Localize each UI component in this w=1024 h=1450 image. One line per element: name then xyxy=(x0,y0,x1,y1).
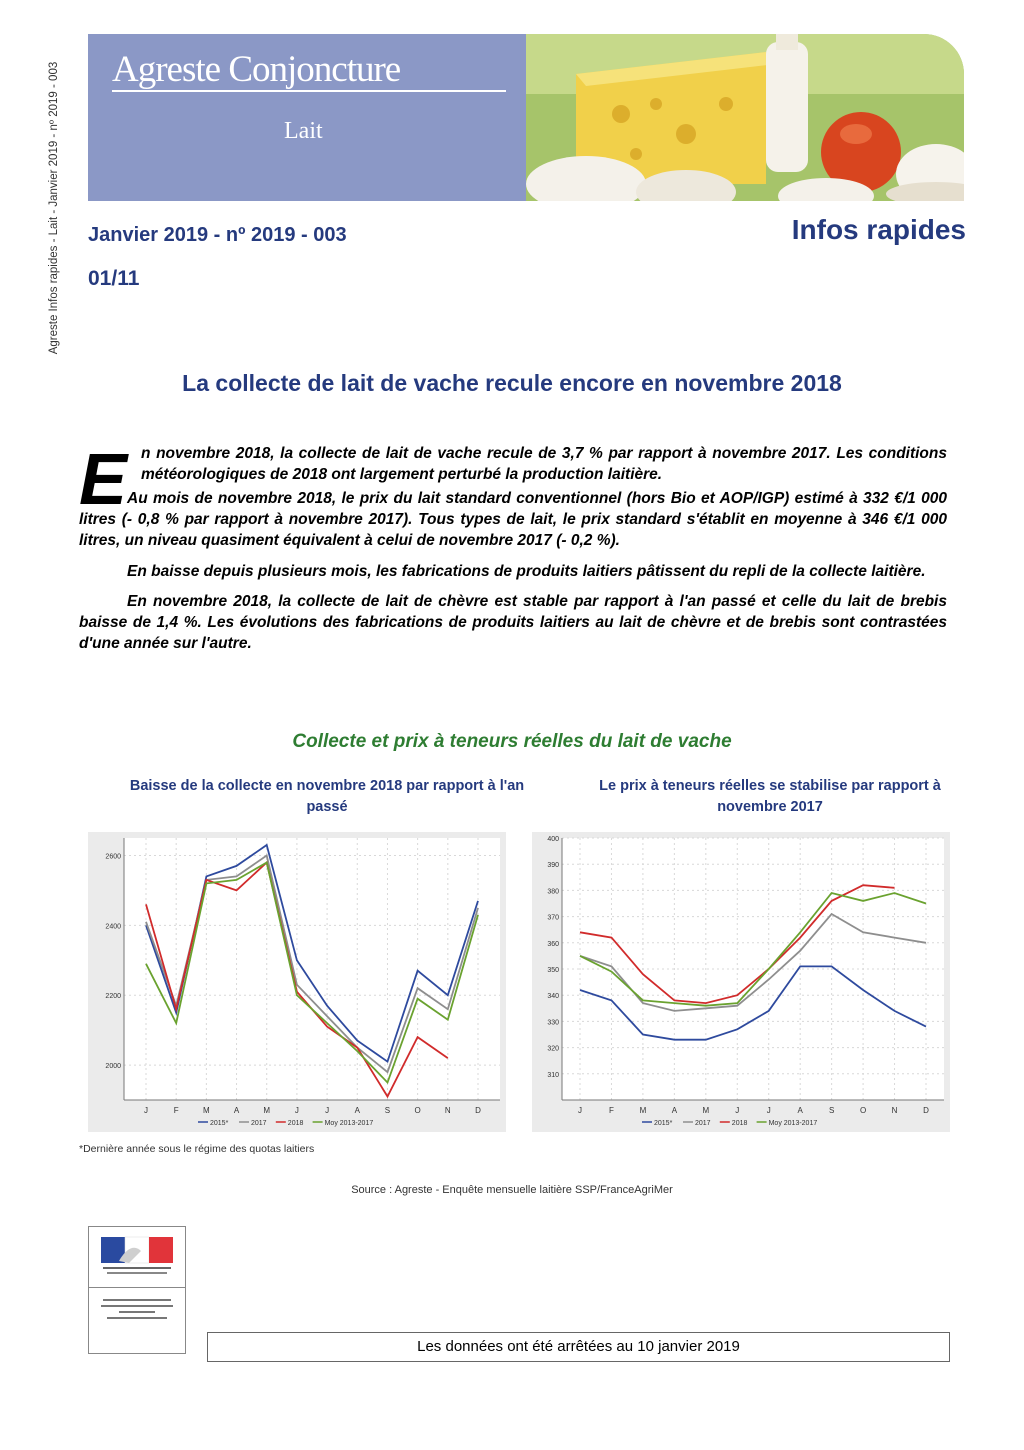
banner-title: Agreste Conjoncture xyxy=(112,49,401,90)
x-tick-label: J xyxy=(294,1106,299,1115)
drop-cap: E xyxy=(79,440,128,520)
x-tick-label: F xyxy=(609,1106,614,1115)
x-tick-label: M xyxy=(203,1106,210,1115)
paragraph-1: n novembre 2018, la collecte de lait de vache recule de 3,7 % par rapport à novembre 2017. Les conditions météorologiques de 2018 ont largement perturbé la production laitière. xyxy=(141,445,947,483)
x-tick-label: A xyxy=(354,1106,360,1115)
side-running-title: Agreste Infos rapides - Lait - Janvier 2019 - nº 2019 - 003 xyxy=(48,61,60,355)
x-tick-label: M xyxy=(639,1106,647,1115)
footnote: *Dernière année sous le régime des quotas laitiers xyxy=(79,1143,315,1155)
y-tick-label: 360 xyxy=(547,940,559,948)
legend-entry: 2015* xyxy=(654,1120,673,1127)
x-tick-label: M xyxy=(702,1106,710,1115)
x-tick-label: D xyxy=(475,1106,481,1115)
y-tick-label: 320 xyxy=(547,1045,559,1053)
y-tick-label: 2600 xyxy=(105,853,121,861)
paragraph-2: Au mois de novembre 2018, le prix du lait standard conventionnel (hors Bio et AOP/IGP) estimé à 332 €/1 000 litres (- 0,8 % par rapport à novembre 2017). Tous types de lait, le prix standard s'établit en moyenne à 346 €/1 000 litres, un niveau quasiment équivalent à celui de novembre 2017 (- 0,2 %). xyxy=(79,490,947,549)
x-tick-label: F xyxy=(173,1106,179,1115)
x-tick-label: A xyxy=(797,1106,803,1115)
legend-entry: 2015* xyxy=(210,1120,229,1127)
y-tick-label: 2200 xyxy=(105,993,121,1001)
banner-rule xyxy=(112,90,506,92)
x-tick-label: S xyxy=(384,1106,391,1115)
x-tick-label: N xyxy=(444,1106,451,1115)
headline: La collecte de lait de vache recule encore en novembre 2018 xyxy=(182,370,842,396)
legend-entry: 2018 xyxy=(731,1120,748,1127)
y-tick-label: 350 xyxy=(547,967,559,974)
data-cutoff-note: Les données ont été arrêtées au 10 janvier 2019 xyxy=(207,1332,950,1362)
banner-subtitle: Lait xyxy=(284,118,323,144)
source-note: Source : Agreste - Enquête mensuelle laitière SSP/FranceAgriMer xyxy=(351,1184,673,1196)
y-tick-label: 310 xyxy=(547,1071,559,1079)
y-tick-label: 340 xyxy=(547,993,559,1001)
series-label: Infos rapides xyxy=(791,214,966,245)
x-tick-label: J xyxy=(766,1106,771,1115)
x-tick-label: J xyxy=(325,1106,330,1115)
legend-entry: Moy 2013-2017 xyxy=(324,1120,374,1127)
x-tick-label: J xyxy=(144,1106,148,1115)
y-tick-label: 380 xyxy=(547,888,559,896)
legend-entry: 2018 xyxy=(287,1120,304,1127)
y-tick-label: 370 xyxy=(547,914,559,922)
chart-collecte xyxy=(88,832,506,1132)
y-tick-label: 2400 xyxy=(105,923,121,931)
x-tick-label: J xyxy=(735,1106,740,1115)
y-tick-label: 2000 xyxy=(105,1063,121,1071)
y-tick-label: 390 xyxy=(547,862,559,870)
x-tick-label: N xyxy=(891,1106,898,1115)
banner-title-panel xyxy=(88,34,526,201)
y-tick-label: 400 xyxy=(547,836,559,843)
x-tick-label: S xyxy=(828,1106,835,1115)
paragraph-3: En baisse depuis plusieurs mois, les fabrications de produits laitiers pâtissent du repli de la collecte laitière. xyxy=(127,562,926,580)
x-tick-label: M xyxy=(263,1106,271,1115)
legend-entry: Moy 2013-2017 xyxy=(768,1120,818,1127)
x-tick-label: D xyxy=(923,1106,929,1115)
legend-entry: 2017 xyxy=(695,1120,711,1127)
page-counter: 01/11 xyxy=(88,267,140,290)
issue-date-number: Janvier 2019 - nº 2019 - 003 xyxy=(88,224,347,246)
ministry-logo xyxy=(88,1226,186,1354)
header-banner xyxy=(88,34,964,201)
chart2-title: Le prix à teneurs réelles se stabilise par rapport à novembre 2017 xyxy=(599,778,941,815)
article-body xyxy=(79,440,947,664)
paragraph-4: En novembre 2018, la collecte de lait de chèvre est stable par rapport à l'an passé et celle du lait de brebis baisse de 1,4 %. Les évolutions des fabrications de produits laitiers au lait de chèvre et de brebis sont contrastées d'une année sur l'autre. xyxy=(79,593,947,652)
x-tick-label: A xyxy=(233,1106,240,1115)
chart1-title: Baisse de la collecte en novembre 2018 par rapport à l'an passé xyxy=(129,778,525,815)
x-tick-label: O xyxy=(859,1106,867,1115)
y-tick-label: 330 xyxy=(547,1019,559,1027)
chart-prix xyxy=(532,832,950,1132)
x-tick-label: A xyxy=(671,1106,678,1115)
banner-dairy-photo xyxy=(526,34,964,201)
legend-entry: 2017 xyxy=(251,1120,267,1127)
charts-section-title: Collecte et prix à teneurs réelles du lait de vache xyxy=(292,731,732,752)
x-tick-label: O xyxy=(414,1106,421,1115)
x-tick-label: J xyxy=(578,1106,582,1115)
